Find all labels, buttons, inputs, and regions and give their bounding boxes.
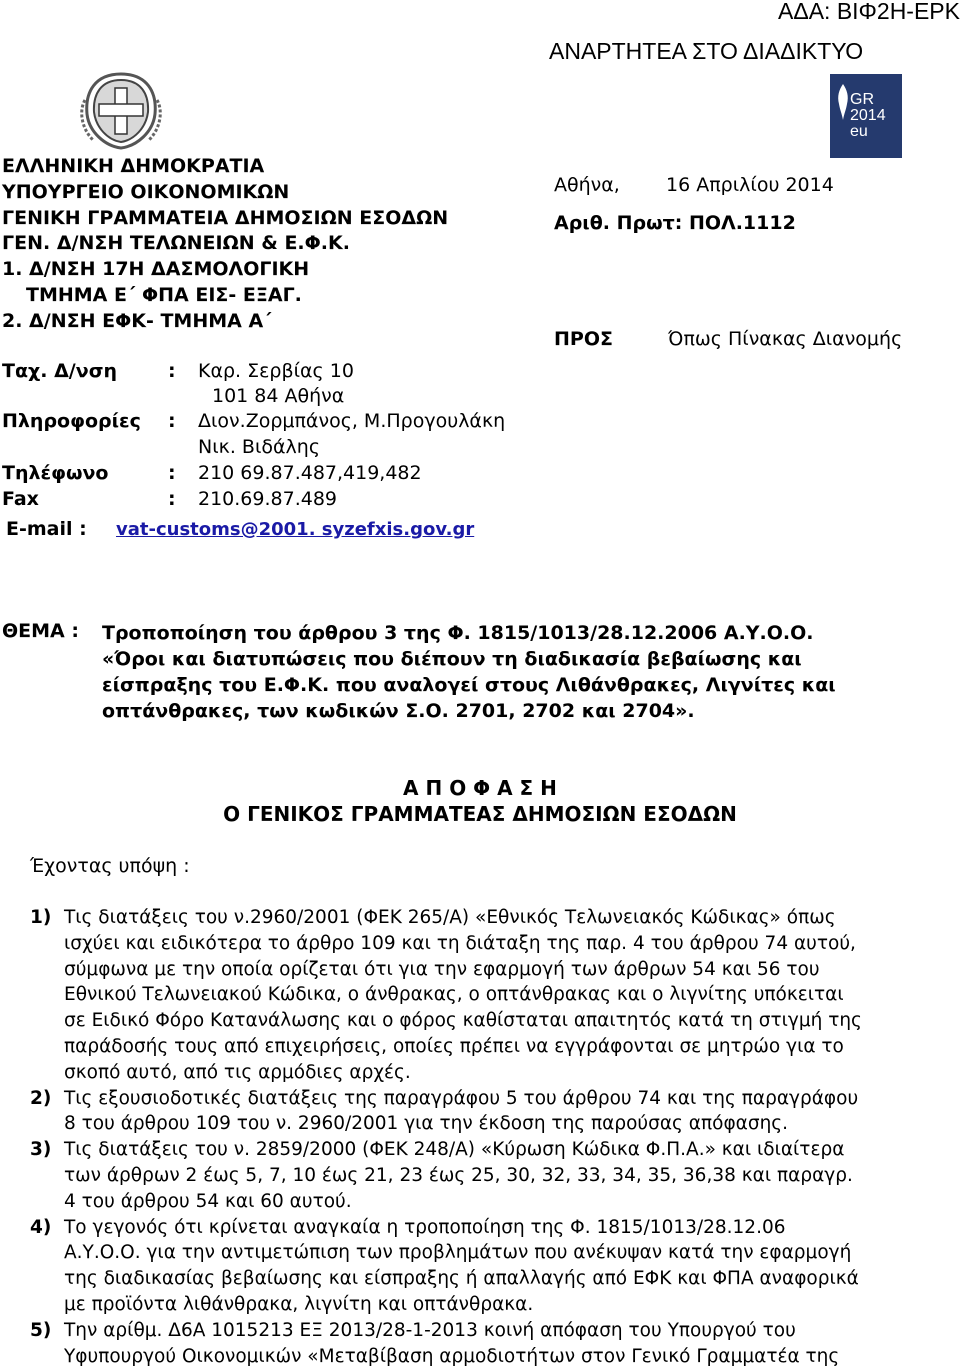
item-number: 4) <box>30 1216 52 1238</box>
address-label: Ταχ. Δ/νση <box>2 360 118 382</box>
item-line: παράδοσής τους από επιχειρήσεις, οποίες πρέπει να εγγράφονται σε μητρώο για το <box>64 1035 844 1057</box>
eu-logo-line-3: eu <box>850 123 868 140</box>
fax-label: Fax <box>2 488 39 510</box>
ada-code: ΑΔΑ: ΒΙΦ2Η-ΕΡΚ <box>778 0 960 24</box>
org-line: ΥΠΟΥΡΓΕΙΟ ΟΙΚΟΝΟΜΙΚΩΝ <box>2 180 290 203</box>
address-line-2: 101 84 Αθήνα <box>212 385 345 407</box>
item-line: Τις διατάξεις του ν.2960/2001 (ΦΕΚ 265/Α) «Εθνικός Τελωνειακός Κώδικας» όπως <box>64 907 836 928</box>
item-line: των άρθρων 2 έως 5, 7, 10 έως 21, 23 έως 25, 30, 32, 33, 34, 35, 36,38 και παραγρ. <box>64 1164 853 1186</box>
item-line: Τις εξουσιοδοτικές διατάξεις της παραγράφου 5 του άρθρου 74 και της παραγράφου <box>64 1087 859 1109</box>
org-line: ΕΛΛΗΝΙΚΗ ΔΗΜΟΚΡΑΤΙΑ <box>2 155 265 177</box>
subject-line: «Όροι και διατυπώσεις που διέπουν τη διαδικασία βεβαίωσης και <box>102 648 802 670</box>
item-number: 1) <box>30 907 52 928</box>
considerations-list <box>30 905 870 1369</box>
item-line: Α.Υ.Ο.Ο. για την αντιμετώπιση των προβλημάτων που ανέκυψαν κατά την εφαρμογή <box>64 1242 852 1264</box>
info-colon: : <box>168 410 176 432</box>
list-item <box>30 905 870 1086</box>
address-colon: : <box>168 360 176 382</box>
item-line: 4 του άρθρου 54 και 60 αυτού. <box>64 1190 352 1212</box>
item-number: 3) <box>30 1139 52 1161</box>
phone-label: Τηλέφωνο <box>2 462 109 484</box>
item-line: σκοπό αυτό, από τις αρμόδιες αρχές. <box>64 1061 411 1083</box>
subject-line: είσπραξης του Ε.Φ.Κ. που αναλογεί στους Λιθάνθρακες, Λιγνίτες και <box>102 674 836 696</box>
org-line: ΓΕΝΙΚΗ ΓΡΑΜΜΑΤΕΙΑ ΔΗΜΟΣΙΩΝ ΕΣΟΔΩΝ <box>2 206 449 229</box>
to-value: Όπως Πίνακας Διανομής <box>668 328 903 350</box>
info-line-1: Διον.Ζορμπάνος, Μ.Προγουλάκη <box>198 410 506 432</box>
city: Αθήνα, <box>554 174 620 196</box>
list-item <box>30 1318 870 1369</box>
eu-logo-line-2: 2014 <box>850 107 886 124</box>
list-item <box>30 1215 870 1318</box>
phone-value: 210 69.87.487,419,482 <box>198 462 422 484</box>
to-label: ΠΡΟΣ <box>554 328 613 350</box>
date: 16 Απριλίου 2014 <box>666 174 834 196</box>
subject-label: ΘΕΜΑ : <box>2 620 79 642</box>
organization-block <box>2 154 448 335</box>
info-line-2: Νικ. Βιδάλης <box>198 436 320 458</box>
list-item <box>30 1086 870 1138</box>
item-line: ισχύει και ειδικότερα το άρθρο 109 και τη διάταξη της παρ. 4 του άρθρου 74 αυτού, <box>64 932 856 954</box>
item-line: σύμφωνα με την οποία ορίζεται ότι για την εφαρμογή των άρθρων 54 και 56 του <box>64 958 820 980</box>
posted-notice: ΑΝΑΡΤΗΤΕΑ ΣΤΟ ΔΙΑΔΙΚΤΥΟ <box>549 38 864 64</box>
item-line: Εθνικού Τελωνειακού Κώδικα, ο άνθρακας, ο οπτάνθρακας και ο λιγνίτης υπόκειται <box>64 984 844 1006</box>
item-line: Τις διατάξεις του ν. 2859/2000 (ΦΕΚ 248/Α) «Κύρωση Κώδικα Φ.Π.Α.» και ιδιαίτερα <box>64 1139 845 1161</box>
item-line: Υφυπουργού Οικονομικών «Μεταβίβαση αρμοδιοτήτων στον Γενικό Γραμματέα της <box>64 1345 840 1367</box>
item-line: με προϊόντα λιθάνθρακα, λιγνίτη και οπτάνθρακα. <box>64 1293 534 1315</box>
lamp-icon <box>836 82 850 122</box>
fax-colon: : <box>168 488 176 510</box>
having-considered: Έχοντας υπόψη : <box>30 855 190 877</box>
email-link[interactable]: vat-customs@2001. syzefxis.gov.gr <box>116 519 475 540</box>
address-line-1: Καρ. Σερβίας 10 <box>198 360 354 382</box>
protocol-number: Αριθ. Πρωτ: ΠΟΛ.1112 <box>554 212 796 234</box>
org-line: 2. Δ/ΝΣΗ ΕΦΚ- ΤΜΗΜΑ Α΄ <box>2 309 272 332</box>
decision-subtitle: Ο ΓΕΝΙΚΟΣ ΓΡΑΜΜΑΤΕΑΣ ΔΗΜΟΣΙΩΝ ΕΣΟΔΩΝ <box>223 802 737 826</box>
list-item <box>30 1137 870 1214</box>
subject-line: Τροποποίηση του άρθρου 3 της Φ. 1815/1013/28.12.2006 Α.Υ.Ο.Ο. <box>102 622 814 644</box>
decision-title: Α Π Ο Φ Α Σ Η <box>403 776 557 800</box>
email-label: E-mail : <box>6 518 87 540</box>
subject-text <box>102 620 850 724</box>
org-line: ΓΕΝ. Δ/ΝΣΗ ΤΕΛΩΝΕΙΩΝ & Ε.Φ.Κ. <box>2 232 350 255</box>
item-line: 8 του άρθρου 109 του ν. 2960/2001 για την έκδοση της παρούσας απόφασης. <box>64 1113 789 1135</box>
fax-value: 210.69.87.489 <box>198 488 338 510</box>
item-number: 2) <box>30 1087 52 1109</box>
subject-line: οπτάνθρακες, των κωδικών Σ.Ο. 2701, 2702 και 2704». <box>102 700 695 722</box>
org-line: ΤΜΗΜΑ Ε΄ ΦΠΑ ΕΙΣ- ΕΞΑΓ. <box>26 283 302 306</box>
info-label: Πληροφορίες <box>2 410 141 432</box>
item-line: σε Ειδικό Φόρο Κατανάλωσης και ο φόρος καθίσταται απαιτητός κατά τη στιγμή της <box>64 1010 862 1032</box>
eu-logo <box>830 74 902 158</box>
phone-colon: : <box>168 462 176 484</box>
greek-emblem-icon <box>75 70 167 152</box>
org-line: 1. Δ/ΝΣΗ 17Η ΔΑΣΜΟΛΟΓΙΚΗ <box>2 258 310 281</box>
item-number: 5) <box>30 1319 52 1341</box>
eu-logo-line-1: GR <box>850 91 874 108</box>
item-line: Το γεγονός ότι κρίνεται αναγκαία η τροποποίηση της Φ. 1815/1013/28.12.06 <box>64 1216 786 1238</box>
item-line: Την αρίθμ. Δ6Α 1015213 ΕΞ 2013/28-1-2013 κοινή απόφαση του Υπουργού του <box>64 1319 796 1341</box>
item-line: της διαδικασίας βεβαίωσης και είσπραξης ή απαλλαγής από ΕΦΚ και ΦΠΑ αναφορικά <box>64 1268 859 1290</box>
